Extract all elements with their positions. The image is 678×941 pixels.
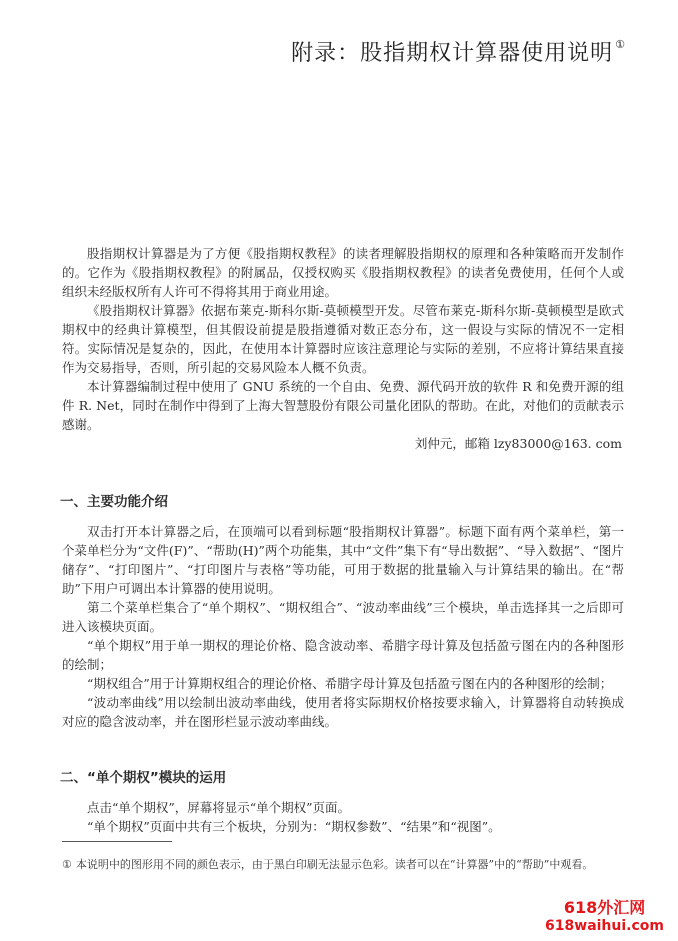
footnote: [62, 856, 624, 874]
page-title: [291, 36, 626, 67]
intro-paragraph-1: 股指期权计算器是为了方便《股指期权教程》的读者理解股指期权的原理和各种策略而开发制作的。它作为《股指期权教程》的附属品，仅授权购买《股指期权教程》的读者免费使用，任何个人或组织未经版权所有人许可不得将其用于商业用途。: [62, 246, 624, 299]
watermark-line-1: 618外汇网: [563, 898, 646, 917]
site-watermark: [545, 899, 664, 935]
single-option-paragraph-1: 点击“单个期权”，屏幕将显示“单个期权”页面。: [87, 800, 351, 815]
watermark-line-2: 618waihui.com: [545, 918, 664, 934]
title-footnote-mark: ①: [615, 37, 626, 51]
features-paragraph-3: “单个期权”用于单一期权的理论价格、隐含波动率、希腊字母计算及包括盈亏图在内的各种图形的绘制；: [62, 638, 624, 672]
features-paragraph-2: 第二个菜单栏集合了“单个期权”、“期权组合”、“波动率曲线”三个模块，单击选择其一之后即可进入该模块页面。: [62, 600, 624, 634]
features-paragraph-5: “波动率曲线”用以绘制出波动率曲线，使用者将实际期权价格按要求输入，计算器将自动转换成对应的隐含波动率，并在图形栏显示波动率曲线。: [62, 695, 624, 729]
features-paragraph-1: 双击打开本计算器之后，在顶端可以看到标题“股指期权计算器”。标题下面有两个菜单栏，第一个菜单栏分为“文件(F)”、“帮助(H)”两个功能集，其中“文件”集下有“导出数据”、“导入数据”、“图片储存”、“打印图片”、“打印图片与表格”等功能，可用于数据的批量输入与计算结果的输出。在“帮助”下用户可调出本计算器的使用说明。: [62, 524, 624, 596]
footnote-divider: [62, 841, 172, 842]
section-heading-single-option: 二、“单个期权”模块的运用: [60, 770, 227, 786]
spacer: [62, 788, 624, 798]
intro-section: [62, 244, 624, 453]
page-title-text: 附录：股指期权计算器使用说明: [291, 41, 614, 66]
spacer: [62, 512, 624, 522]
intro-paragraph-3: 本计算器编制过程中使用了 GNU 系统的一个自由、免费、源代码开放的软件 R 和免费开源的组件 R. Net，同时在制作中得到了上海大智慧股份有限公司量化团队的帮助。在此，对他们的贡献表示感谢。: [62, 379, 624, 432]
footnote-mark: ①: [62, 858, 72, 871]
features-paragraph-4: “期权组合”用于计算期权组合的理论价格、希腊字母计算及包括盈亏图在内的各种图形的绘制；: [87, 676, 613, 691]
footnote-text: 本说明中的图形用不同的颜色表示，由于黑白印刷无法显示色彩。读者可以在“计算器”中的“帮助”中观看。: [75, 858, 594, 871]
intro-paragraph-2: 《股指期权计算器》依据布莱克-斯科尔斯-莫顿模型开发。尽管布莱克-斯科尔斯-莫顿模型是欧式期权中的经典计算模型，但其假设前提是股指遵循对数正态分布，这一假设与实际的情况不一定相符。实际情况是复杂的，因此，在使用本计算器时应该注意理论与实际的差别，不应将计算结果直接作为交易指导，否则，所引起的交易风险本人概不负责。: [62, 303, 624, 375]
author-signature: 刘仲元，邮箱 lzy83000@163. com: [414, 436, 622, 451]
section-main-features: [62, 492, 624, 731]
single-option-paragraph-2: “单个期权”页面中共有三个板块，分别为：“期权参数”、“结果”和“视图”。: [87, 819, 501, 834]
section-single-option: [62, 768, 624, 836]
section-heading-features: 一、主要功能介绍: [60, 494, 168, 510]
